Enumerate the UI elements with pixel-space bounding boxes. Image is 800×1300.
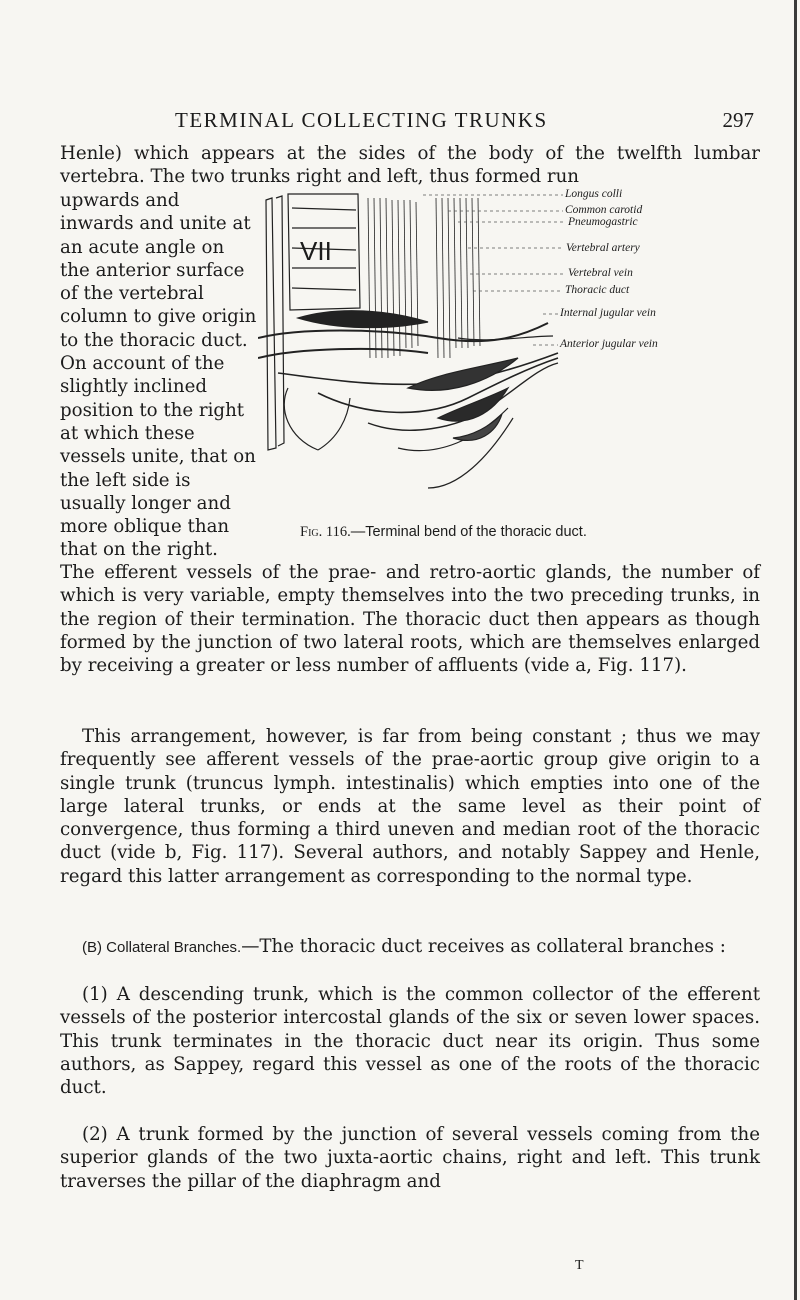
running-head (60, 108, 760, 136)
label-common-carotid: Common carotid (565, 204, 643, 216)
figure-caption-text: —Terminal bend of the thoracic duct. (350, 524, 587, 540)
label-vertebral-vein: Vertebral vein (568, 267, 633, 279)
paragraph-descending-trunk: (1) A descending trunk, which is the common collector of the efferent vessels of the posterior intercostal glands of the six or seven lower spaces. This trunk terminates in the thoracic duct near its origin. Thus some authors, as Sappey, regard this vessel as one of the roots of the thoracic duct. (60, 984, 760, 1099)
section-heading: (B) Collateral Branches. (82, 939, 242, 956)
signature-mark: T (575, 1258, 584, 1273)
label-longus-colli: Longus colli (565, 188, 623, 200)
paragraph-juxta-aortic: (2) A trunk formed by the junction of several vessels coming from the superior glands of the two juxta-aortic chains, right and left. This trunk traverses the pillar of the diaphragm and (60, 1124, 760, 1192)
paragraph-collateral (60, 935, 760, 959)
running-title: TERMINAL COLLECTING TRUNKS (175, 108, 548, 132)
paragraph-arrangement: This arrangement, however, is far from being constant ; thus we may frequently see afferent vessels of the prae-aortic group give origin to a single trunk (truncus lymph. intestinalis) which empties into one of the large lateral trunks, or ends at the same level as their point of convergence, thus forming a third uneven and median root of the thoracic duct (vide b, Fig. 117). Several authors, and notably Sappey and Henle, regard this latter arrangement as corresponding to the normal type. (60, 726, 760, 887)
page-edge (794, 0, 797, 1300)
anatomical-figure (258, 188, 670, 538)
figure-caption (300, 524, 700, 541)
page-number: 297 (722, 108, 754, 132)
label-thoracic-duct: Thoracic duct (565, 284, 630, 296)
figure-number: Fig. 116. (300, 524, 351, 540)
label-internal-jugular: Internal jugular vein (560, 307, 656, 319)
section-heading-rest: —The thoracic duct receives as collateral branches : (241, 936, 726, 957)
intro-paragraph: Henle) which appears at the sides of the body of the twelfth lumbar vertebra. The two trunks right and left, thus formed run (60, 143, 760, 188)
figure-drawing (258, 188, 670, 528)
label-anterior-jugular: Anterior jugular vein (560, 338, 658, 350)
label-pneumogastric: Pneumogastric (568, 216, 638, 228)
wrapped-paragraph: upwards and inwards and unite at an acute angle on the anterior surface of the vertebral column to give origin to the thoracic duct. On account of the slightly inclined position to the right at which these vessels unite, that on the left side is usually longer and more oblique than that on the right. (60, 190, 257, 561)
label-vertebral-artery: Vertebral artery (566, 242, 640, 254)
vertebra-numeral: VII (300, 236, 332, 266)
paragraph-efferent: The efferent vessels of the prae- and retro-aortic glands, the number of which is very variable, empty themselves into the two preceding trunks, in the region of their termination. The thoracic duct then appears as though formed by the junction of two lateral roots, which are themselves enlarged by receiving a greater or less number of affluents (vide a, Fig. 117). (60, 562, 760, 677)
